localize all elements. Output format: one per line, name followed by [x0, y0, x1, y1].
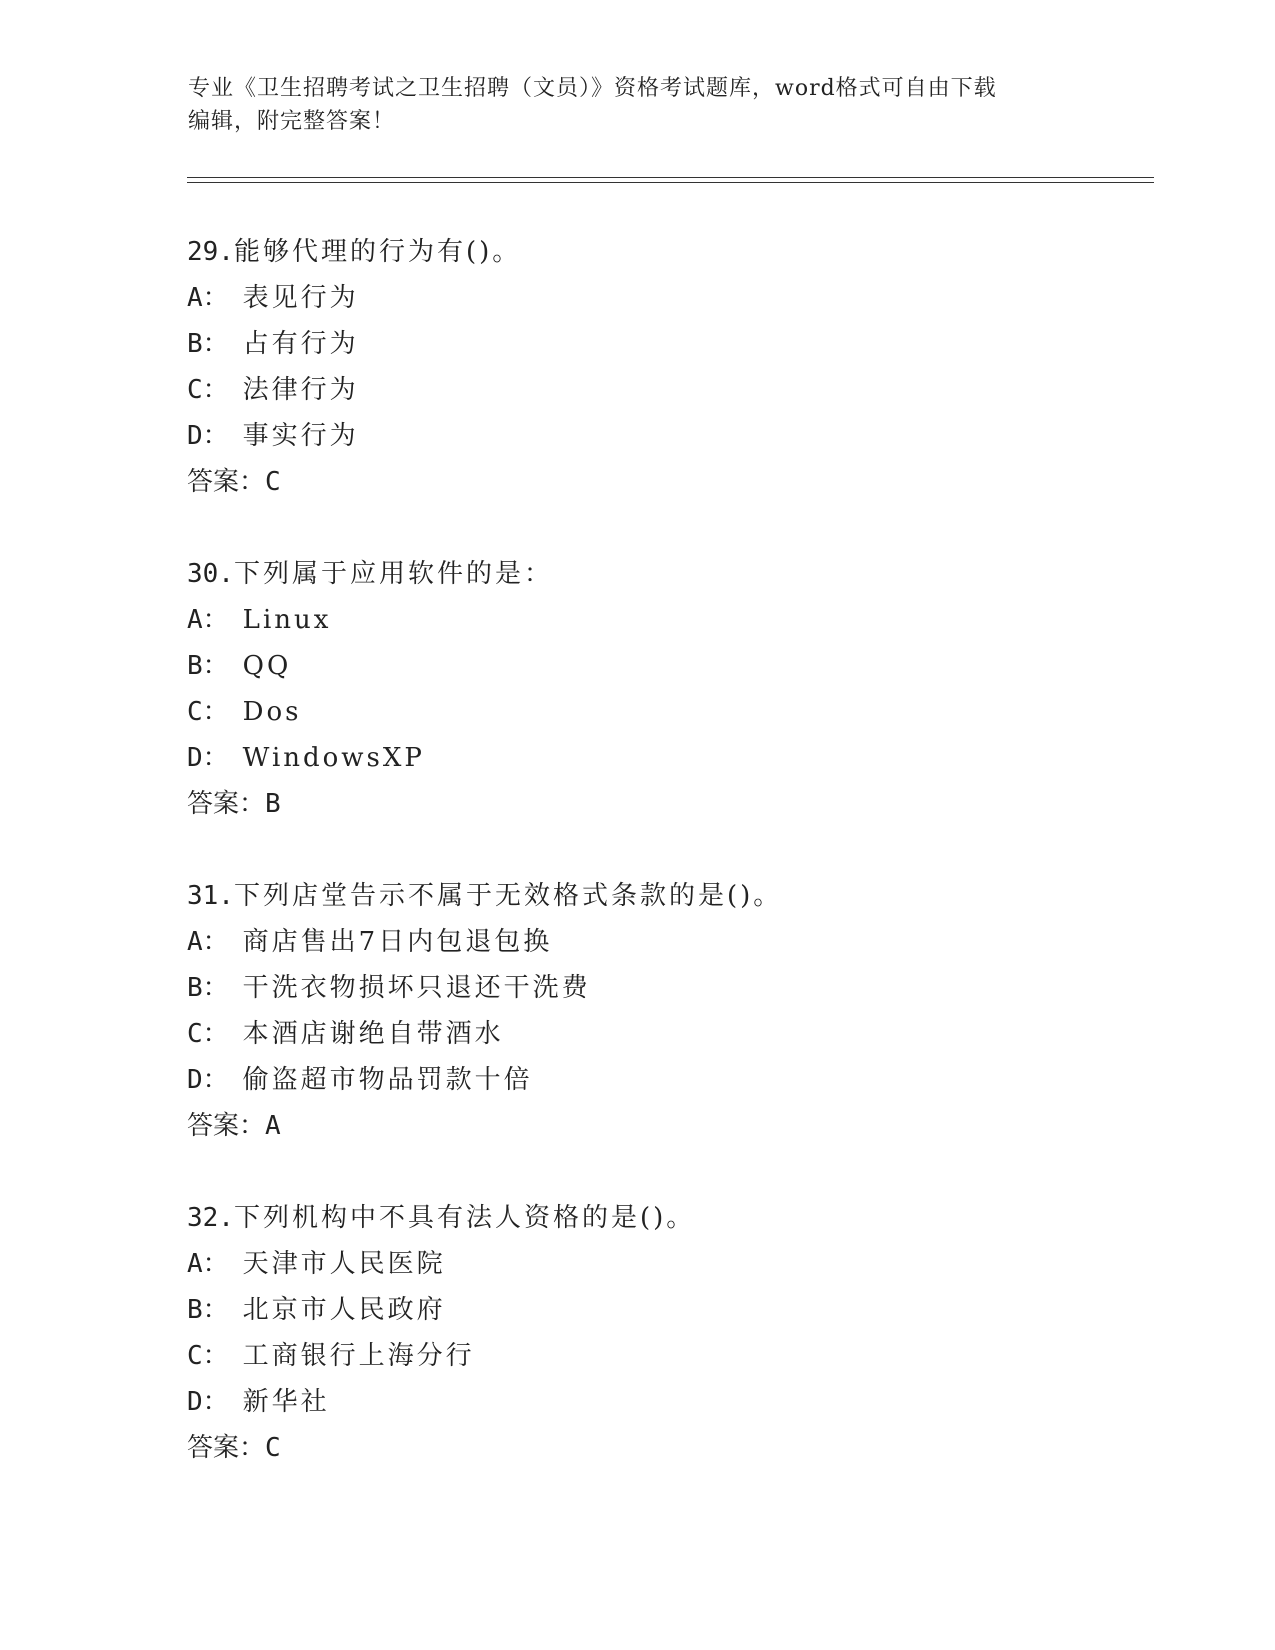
header-divider-bottom [187, 182, 1154, 183]
option-key: D [187, 743, 203, 773]
answer-label: 答案： [187, 1433, 266, 1463]
option-key: A [187, 605, 203, 635]
answer-line [187, 1103, 1137, 1149]
option-c [187, 1011, 1137, 1057]
option-b [187, 1287, 1137, 1333]
option-key: A [187, 1249, 203, 1279]
question-text: 下列机构中不具有法人资格的是()。 [233, 1203, 696, 1233]
header-line-1: 专业《卫生招聘考试之卫生招聘（文员）》资格考试题库，word格式可自由下载 [188, 76, 997, 101]
answer-label: 答案： [187, 467, 266, 497]
question-text: 能够代理的行为有()。 [233, 237, 522, 267]
option-separator: ： [202, 1065, 229, 1095]
option-text: 偷盗超市物品罚款十倍 [242, 1065, 533, 1095]
option-separator: ： [202, 927, 229, 957]
option-c [187, 689, 1137, 735]
option-key: A [187, 283, 203, 313]
question-stem [187, 229, 1137, 275]
question-31 [187, 873, 1137, 1149]
option-separator: ： [202, 973, 229, 1003]
option-text: Linux [242, 605, 332, 635]
option-d [187, 1057, 1137, 1103]
option-key: B [187, 651, 203, 681]
option-a [187, 919, 1137, 965]
answer-line [187, 459, 1137, 505]
option-text: 本酒店谢绝自带酒水 [242, 1019, 504, 1049]
option-separator: ： [202, 1249, 229, 1279]
option-text: 干洗衣物损坏只退还干洗费 [242, 973, 591, 1003]
option-key: A [187, 927, 203, 957]
answer-value: B [265, 789, 281, 819]
option-separator: ： [202, 1341, 229, 1371]
option-key: B [187, 1295, 203, 1325]
option-a [187, 1241, 1137, 1287]
answer-line [187, 781, 1137, 827]
option-text: 占有行为 [242, 329, 359, 359]
option-text: QQ [242, 651, 292, 681]
option-separator: ： [202, 375, 229, 405]
header-line-2: 编辑，附完整答案！ [188, 109, 396, 134]
option-key: D [187, 1065, 203, 1095]
option-d [187, 735, 1137, 781]
option-text: 商店售出7日内包退包换 [242, 927, 553, 957]
option-separator: ： [202, 1295, 229, 1325]
question-stem [187, 1195, 1137, 1241]
option-key: B [187, 329, 203, 359]
option-b [187, 965, 1137, 1011]
option-a [187, 275, 1137, 321]
option-key: C [187, 375, 203, 405]
question-32 [187, 1195, 1137, 1471]
option-separator: ： [202, 329, 229, 359]
answer-value: C [265, 467, 281, 497]
option-c [187, 1333, 1137, 1379]
answer-label: 答案： [187, 1111, 266, 1141]
option-b [187, 643, 1137, 689]
question-number: 31. [187, 881, 234, 911]
option-text: 工商银行上海分行 [242, 1341, 475, 1371]
option-text: 北京市人民政府 [242, 1295, 446, 1325]
option-text: 表见行为 [242, 283, 359, 313]
option-key: B [187, 973, 203, 1003]
header-divider-top [187, 177, 1154, 178]
question-text: 下列店堂告示不属于无效格式条款的是()。 [233, 881, 783, 911]
question-text: 下列属于应用软件的是： [233, 559, 553, 589]
option-text: 新华社 [242, 1387, 330, 1417]
question-stem [187, 873, 1137, 919]
option-key: D [187, 421, 203, 451]
option-separator: ： [202, 743, 229, 773]
option-separator: ： [202, 1387, 229, 1417]
question-29 [187, 229, 1137, 505]
question-number: 32. [187, 1203, 234, 1233]
answer-value: A [265, 1111, 281, 1141]
option-key: C [187, 1019, 203, 1049]
option-separator: ： [202, 605, 229, 635]
question-stem [187, 551, 1137, 597]
option-c [187, 367, 1137, 413]
answer-value: C [265, 1433, 281, 1463]
option-a [187, 597, 1137, 643]
question-number: 30. [187, 559, 234, 589]
option-d [187, 413, 1137, 459]
option-b [187, 321, 1137, 367]
option-key: C [187, 1341, 203, 1371]
option-separator: ： [202, 421, 229, 451]
answer-label: 答案： [187, 789, 266, 819]
option-d [187, 1379, 1137, 1425]
option-text: 天津市人民医院 [242, 1249, 446, 1279]
question-30 [187, 551, 1137, 827]
option-text: 事实行为 [242, 421, 359, 451]
option-separator: ： [202, 651, 229, 681]
option-text: 法律行为 [242, 375, 359, 405]
option-text: WindowsXP [242, 743, 425, 773]
option-separator: ： [202, 697, 229, 727]
document-header [188, 72, 1088, 138]
answer-line [187, 1425, 1137, 1471]
option-text: Dos [242, 697, 302, 727]
option-separator: ： [202, 1019, 229, 1049]
question-number: 29. [187, 237, 234, 267]
option-key: C [187, 697, 203, 727]
option-separator: ： [202, 283, 229, 313]
option-key: D [187, 1387, 203, 1417]
